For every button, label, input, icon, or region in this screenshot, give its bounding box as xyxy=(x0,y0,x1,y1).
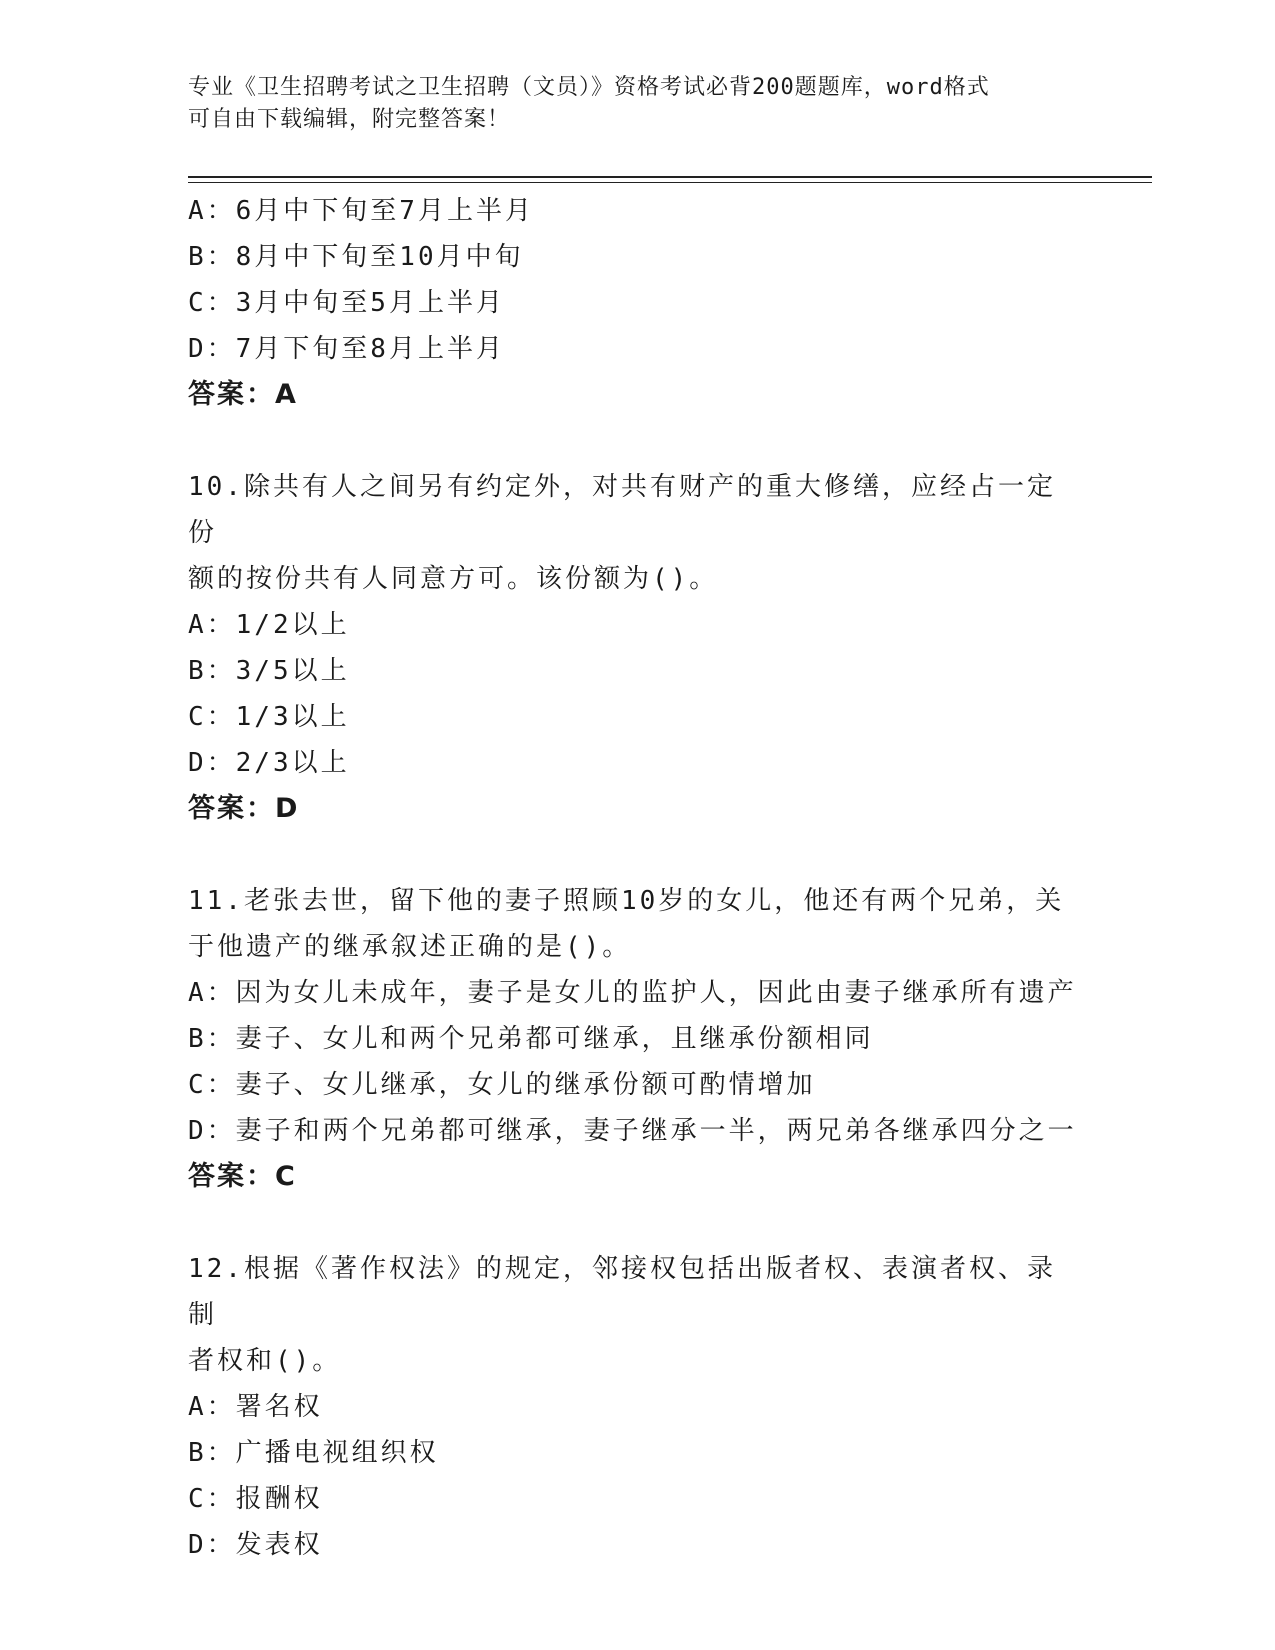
header-rule-thin xyxy=(188,182,1152,183)
question-12 xyxy=(188,1246,1088,1568)
option-c: C：1/3以上 xyxy=(188,702,350,732)
question-10-text-line-1: 10.除共有人之间另有约定外，对共有财产的重大修缮，应经占一定份 xyxy=(188,472,1056,548)
spacer xyxy=(188,832,1088,878)
answer-9: 答案：A xyxy=(188,379,298,410)
option-c: C：3月中旬至5月上半月 xyxy=(188,288,505,318)
option-a: A：1/2以上 xyxy=(188,610,350,640)
question-content xyxy=(188,188,1088,1568)
header-rule-thick xyxy=(188,176,1152,178)
option-d: D：妻子和两个兄弟都可继承，妻子继承一半，两兄弟各继承四分之一 xyxy=(188,1116,1077,1146)
spacer xyxy=(188,418,1088,464)
option-b: B：广播电视组织权 xyxy=(188,1438,439,1468)
option-b: B：妻子、女儿和两个兄弟都可继承，且继承份额相同 xyxy=(188,1024,874,1054)
option-d: D：2/3以上 xyxy=(188,748,350,778)
question-11 xyxy=(188,878,1088,1200)
question-12-text-line-1: 12.根据《著作权法》的规定，邻接权包括出版者权、表演者权、录制 xyxy=(188,1254,1056,1330)
option-c: C：报酬权 xyxy=(188,1484,323,1514)
option-c: C：妻子、女儿继承，女儿的继承份额可酌情增加 xyxy=(188,1070,816,1100)
question-12-text-line-2: 者权和()。 xyxy=(188,1346,342,1376)
header-line-1: 专业《卫生招聘考试之卫生招聘（文员）》资格考试必背200题题库，word格式 xyxy=(188,75,990,100)
option-a: A：署名权 xyxy=(188,1392,323,1422)
question-10-text-line-2: 额的按份共有人同意方可。该份额为()。 xyxy=(188,564,719,594)
question-11-text-line-2: 于他遗产的继承叙述正确的是()。 xyxy=(188,932,632,962)
answer-11: 答案：C xyxy=(188,1161,297,1192)
question-10 xyxy=(188,464,1088,832)
option-a: A：因为女儿未成年，妻子是女儿的监护人，因此由妻子继承所有遗产 xyxy=(188,978,1077,1008)
option-a: A：6月中下旬至7月上半月 xyxy=(188,196,534,226)
answer-10: 答案：D xyxy=(188,793,300,824)
question-9-options xyxy=(188,188,1088,418)
option-b: B：8月中下旬至10月中旬 xyxy=(188,242,524,272)
question-11-text-line-1: 11.老张去世，留下他的妻子照顾10岁的女儿，他还有两个兄弟，关 xyxy=(188,886,1065,916)
spacer xyxy=(188,1200,1088,1246)
option-b: B：3/5以上 xyxy=(188,656,350,686)
header-line-2: 可自由下载编辑，附完整答案！ xyxy=(188,107,511,132)
option-d: D：7月下旬至8月上半月 xyxy=(188,334,505,364)
document-header xyxy=(188,72,1088,136)
option-d: D：发表权 xyxy=(188,1530,323,1560)
